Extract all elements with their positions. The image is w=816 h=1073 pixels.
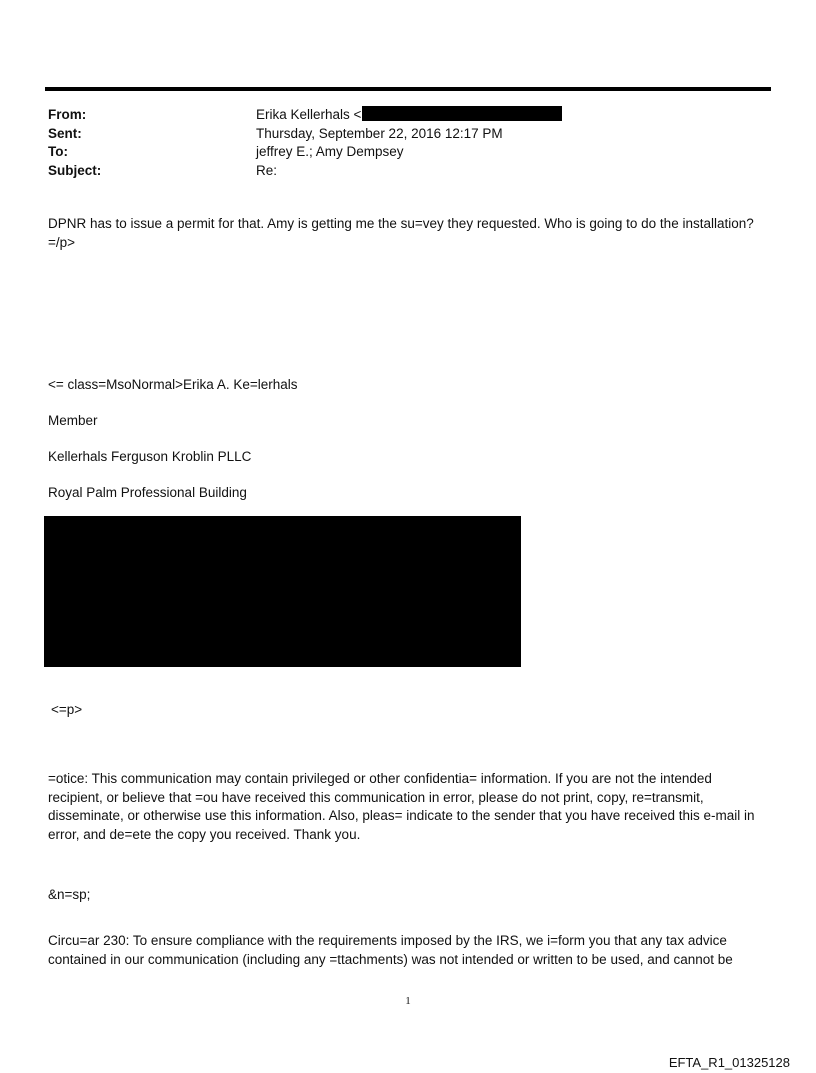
from-label: From: bbox=[48, 107, 87, 122]
sent-label: Sent: bbox=[48, 125, 82, 141]
subject-label: Subject: bbox=[48, 162, 102, 178]
page-number: 1 bbox=[405, 995, 411, 1007]
sent-row bbox=[48, 125, 768, 144]
from-row bbox=[48, 106, 768, 125]
body-line-1: DPNR has to issue a permit for that. Amy is getting me the su=vey they requested. Who is going to do the installation? bbox=[48, 216, 754, 231]
address-redaction bbox=[44, 516, 521, 667]
to-value: jeffrey E.; Amy Dempsey bbox=[256, 144, 404, 159]
from-value bbox=[256, 106, 562, 125]
circular-230-text: Circu=ar 230: To ensure compliance with the requirements imposed by the IRS, we i=form you that any tax advice contained in our communication (including any =ttachments) was not intended or written to be used, and cannot be bbox=[48, 933, 733, 967]
confidentiality-notice: =otice: This communication may contain privileged or other confidentia= information. If you are not the intended recipient, or believe that =ou have received this communication in error, please do not print, copy, re=transmit, disseminate, or otherwise use this information. Also, pleas= indicate to the sender that you have received this e-mail in error, and de=ete the copy you received. Thank you. bbox=[48, 771, 755, 842]
sent-value: Thursday, September 22, 2016 12:17 PM bbox=[256, 125, 503, 141]
p-tag-text: <=p> bbox=[51, 702, 83, 717]
signature-building: Royal Palm Professional Building bbox=[48, 485, 247, 500]
subject-row bbox=[48, 162, 768, 181]
signature-title: Member bbox=[48, 413, 98, 428]
header-rule bbox=[45, 87, 771, 91]
to-label: To: bbox=[48, 144, 68, 159]
document-id: EFTA_R1_01325128 bbox=[668, 1055, 790, 1070]
from-sender: Erika Kellerhals < bbox=[256, 107, 362, 122]
subject-value: Re: bbox=[256, 162, 278, 178]
email-header bbox=[48, 106, 768, 180]
to-row bbox=[48, 143, 768, 162]
body-line-2: =/p> bbox=[48, 235, 76, 250]
nbsp-text: &n=sp; bbox=[48, 887, 91, 902]
email-redaction bbox=[362, 106, 562, 121]
signature-firm: Kellerhals Ferguson Kroblin PLLC bbox=[48, 449, 252, 464]
signature-name: <= class=MsoNormal>Erika A. Ke=lerhals bbox=[48, 377, 298, 392]
